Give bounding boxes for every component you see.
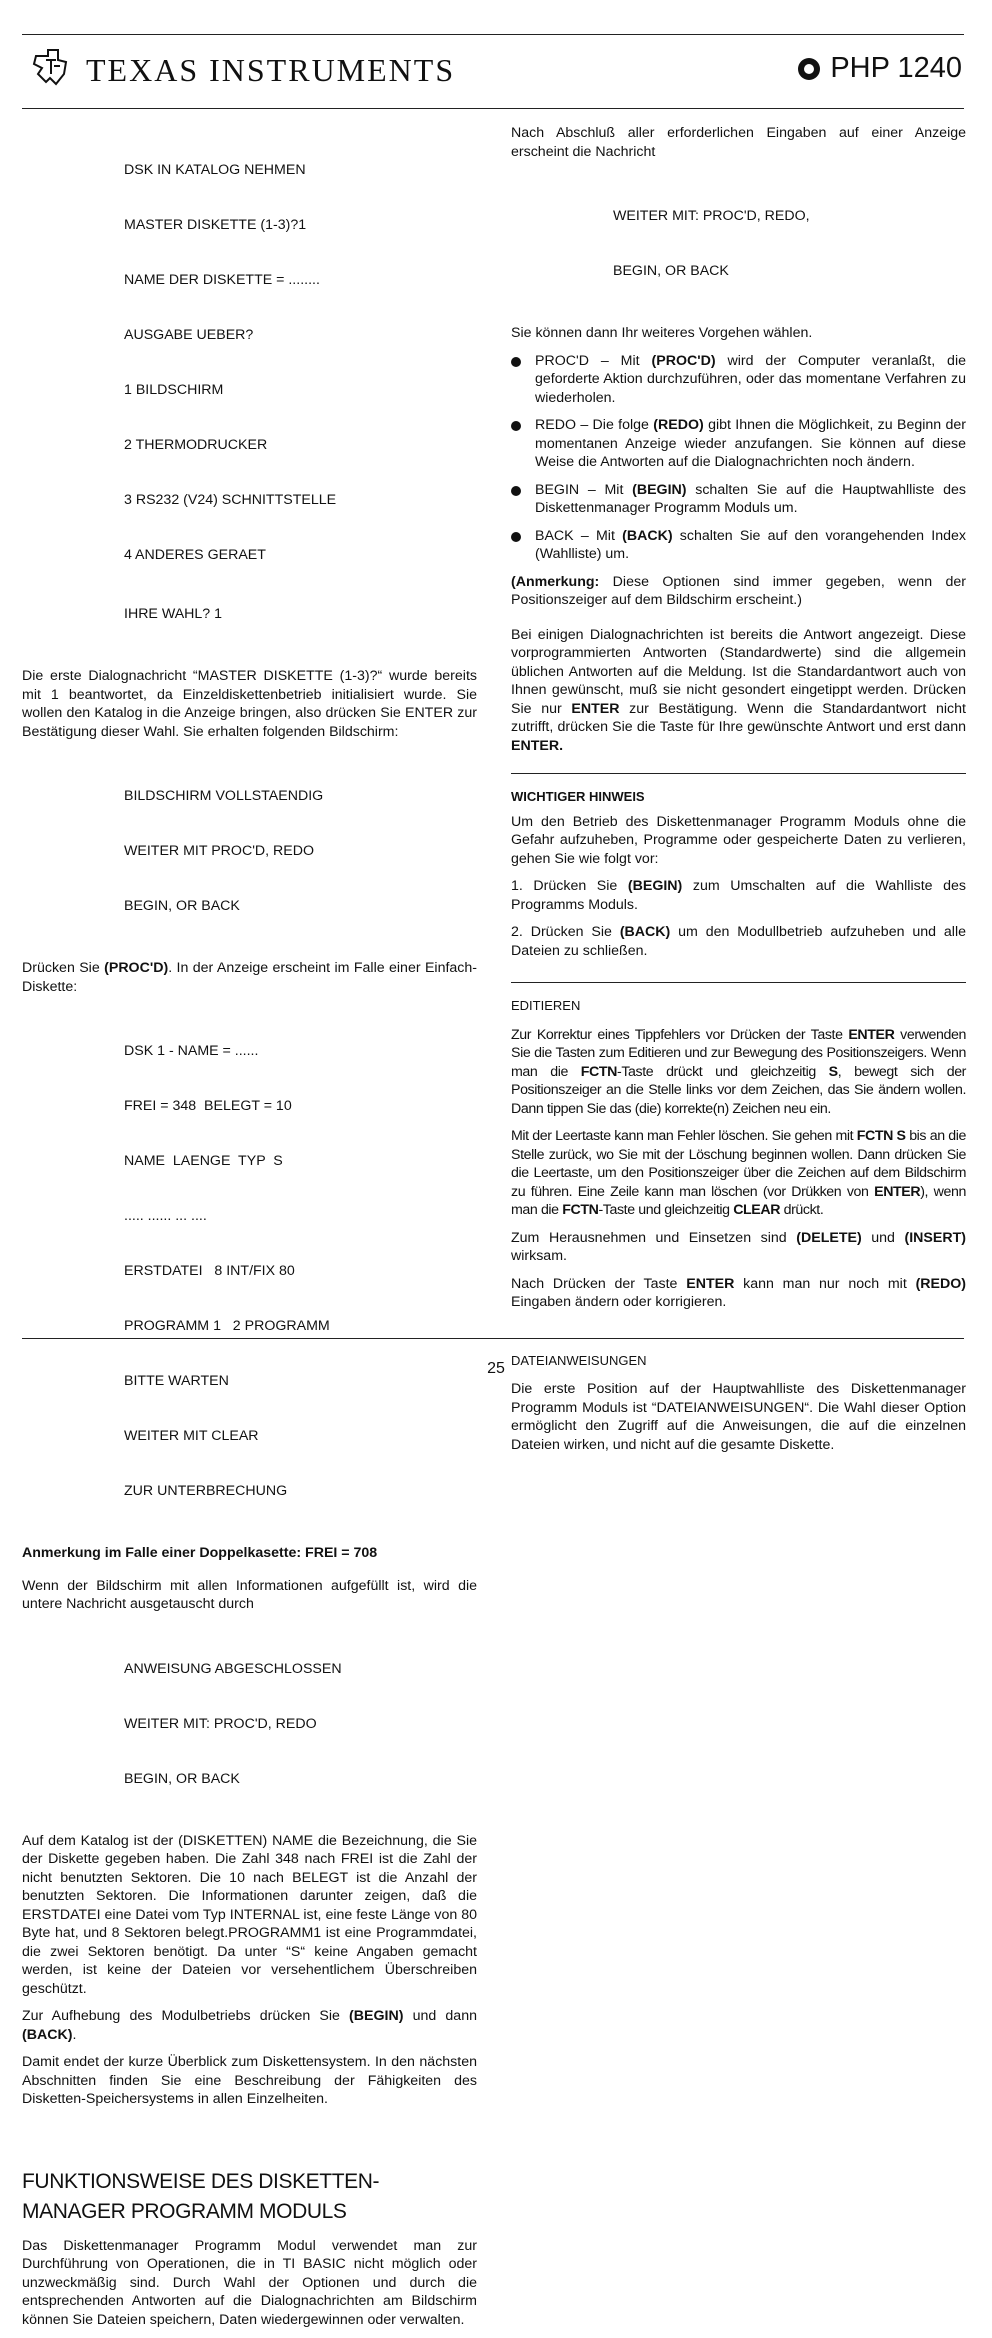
text: schalten Sie auf den vorangehenden Index (Wahlliste) um. bbox=[535, 527, 966, 562]
screen-line: BEGIN, OR BACK bbox=[124, 898, 240, 914]
paragraph: Wenn der Bildschirm mit allen Informationen aufgefüllt ist, wird die untere Nachricht ausgetauscht durch bbox=[22, 1577, 477, 1612]
text: Nach Drücken der Taste bbox=[511, 1275, 687, 1292]
text: Zur Aufhebung des Modulbetriebs drücken Sie bbox=[22, 2008, 350, 2024]
screen-line: 4 ANDERES GERAET bbox=[124, 547, 266, 563]
text: Zum Herausnehmen und Einsetzen sind bbox=[511, 1229, 797, 1246]
key-label: (BACK) bbox=[622, 527, 673, 544]
text: zur Bestätigung. Wenn die Standardantwort nicht zutrifft, drücken Sie die Taste für Ihre gewünschte Antwort und erst dann bbox=[511, 700, 966, 735]
key-label: FCTN bbox=[580, 1063, 618, 1080]
screen-line: 1 BILDSCHIRM bbox=[124, 382, 224, 398]
screen-line: 3 RS232 (V24) SCHNITTSTELLE bbox=[124, 492, 337, 508]
text: Eingaben ändern oder korrigieren. bbox=[511, 1294, 727, 1310]
section-heading: FUNKTIONSWEISE DES DISKETTEN-MANAGER PROGRAMM MODULS bbox=[22, 2169, 380, 2223]
list-item bbox=[511, 416, 966, 472]
text: wirksam. bbox=[511, 1248, 567, 1264]
text: ), wenn man die bbox=[511, 1183, 966, 1218]
section-label-files: DATEIANWEISUNGEN bbox=[511, 1352, 647, 1368]
paragraph bbox=[511, 1026, 966, 1119]
key-label: (BEGIN) bbox=[349, 2008, 404, 2024]
text: kann man nur noch mit bbox=[734, 1275, 916, 1292]
right-column bbox=[511, 124, 966, 1463]
model-text: PHP 1240 bbox=[830, 52, 962, 84]
section-label-edit: EDITIEREN bbox=[511, 998, 581, 1013]
text: Drücken Sie bbox=[22, 960, 105, 976]
key-label: FCTN S bbox=[856, 1128, 906, 1144]
options-list bbox=[511, 352, 966, 564]
text: drückt. bbox=[780, 1202, 824, 1218]
paragraph bbox=[511, 1127, 966, 1220]
screen-line: BILDSCHIRM VOLLSTAENDIG bbox=[124, 788, 324, 804]
ti-logo-icon bbox=[28, 44, 74, 90]
text: schalten Sie auf die Hauptwahlliste des Diskettenmanager Programm Moduls um. bbox=[535, 481, 966, 516]
paragraph: Die erste Position auf der Hauptwahlliste des Diskettenmanager Programm Moduls ist “DATEIANWEISUNGEN“. Die Wahl dieser Option ermöglicht den Zugriff auf die Anweisungen, die auf die einzelnen Dateien wirken, und nicht auf die gesamte Diskette. bbox=[511, 1381, 966, 1453]
screen-line: DSK 1 - NAME = ...... bbox=[124, 1043, 259, 1059]
key-label: S bbox=[828, 1063, 838, 1080]
text: Bei einigen Dialognachrichten ist bereits die Antwort angezeigt. Diese vorprogrammierten Antworten (Standardwerte) sind die allgemein üblichen Antworten auf die Meldung. Ist die Standardantwort auch von Ihnen gewünscht, muß sie nicht gesondert eingetippt werden. Drücken Sie nur bbox=[511, 626, 966, 717]
screen-line: ZUR UNTERBRECHUNG bbox=[124, 1483, 288, 1499]
text: Diese Optionen sind immer gegeben, wenn der Positionszeiger auf dem Bildschirm erscheint.) bbox=[511, 573, 966, 608]
footer-rule bbox=[22, 1338, 964, 1339]
key-label: (BACK) bbox=[619, 924, 671, 940]
region-badge-icon bbox=[798, 58, 820, 80]
key-label: ENTER bbox=[686, 1275, 735, 1292]
list-item bbox=[511, 481, 966, 518]
paragraph bbox=[22, 959, 477, 996]
text: 2. Drücken Sie bbox=[511, 924, 620, 940]
list-item bbox=[511, 352, 966, 408]
text: , bewegt sich der Positionszeiger an die Stelle links vor dem Zeichen, das Sie ändern wollen. Dann tippen Sie das (die) korrekte(n) Zeichen neu ein. bbox=[511, 1063, 967, 1117]
screen-line: IHRE WAHL? 1 bbox=[124, 606, 223, 622]
text: verwenden Sie die Tasten zum Editieren und zur Bewegung des Positionszeigers. Wenn man die bbox=[511, 1026, 966, 1080]
text: . In der Anzeige erscheint im Falle einer Einfach-Diskette: bbox=[22, 960, 477, 995]
paragraph: Um den Betrieb des Diskettenmanager Programm Moduls ohne die Gefahr aufzuheben, Programme oder gespeicherte Daten zu verlieren, gehen Sie wie folgt vor: bbox=[511, 813, 966, 867]
brand-name: TEXAS INSTRUMENTS bbox=[86, 52, 456, 88]
screen-block-done bbox=[124, 1623, 477, 1825]
screen-line: PROGRAMM 1 2 PROGRAMM bbox=[124, 1318, 330, 1334]
text: gibt Ihnen die Möglichkeit, zu Beginn der momentanen Anzeige wieder anzufangen. Sie können auf diese Weise die Antworten auf die Dialognachrichten noch ändern. bbox=[535, 417, 967, 470]
list-item bbox=[511, 527, 966, 564]
paragraph bbox=[511, 1229, 966, 1266]
screen-line: WEITER MIT: PROC'D, REDO bbox=[124, 1715, 317, 1732]
screen-block-full bbox=[124, 750, 477, 952]
key-label: (BEGIN) bbox=[627, 878, 683, 894]
text: -Taste drückt und gleichzeitig bbox=[617, 1063, 829, 1080]
paragraph: Nach Abschluß aller erforderlichen Eingaben auf einer Anzeige erscheint die Nachricht bbox=[511, 125, 966, 160]
key-label: ENTER bbox=[874, 1183, 921, 1200]
key-label: ENTER bbox=[571, 700, 620, 717]
text: -Taste und gleichzeitig bbox=[598, 1202, 734, 1218]
paragraph bbox=[511, 877, 966, 914]
key-label: CLEAR bbox=[733, 1202, 781, 1218]
model-label bbox=[798, 52, 962, 85]
divider bbox=[511, 773, 966, 774]
text: . bbox=[72, 2026, 77, 2043]
screen-line: NAME LAENGE TYP S bbox=[124, 1153, 283, 1169]
header-bottom-rule bbox=[22, 108, 964, 109]
paragraph bbox=[511, 923, 966, 960]
screen-line: NAME DER DISKETTE = ........ bbox=[124, 272, 320, 288]
key-label: (DELETE) bbox=[796, 1229, 862, 1246]
key-label: ENTER. bbox=[511, 737, 564, 754]
key-label: (Anmerkung: bbox=[511, 573, 600, 590]
screen-line: ERSTDATEI 8 INT/FIX 80 bbox=[124, 1263, 295, 1279]
paragraph bbox=[511, 573, 966, 610]
note: Anmerkung im Falle einer Doppelkasette: FREI = 708 bbox=[22, 1545, 378, 1561]
key-label: (BEGIN) bbox=[632, 481, 687, 498]
text: bis an die Stelle zurück, wo Sie mit der Löschung beginnen wollen. Dann drücken Sie die Leertaste, um den Positionszeiger über die Zeichen auf dem Bildschirm zu führen. Eine Zeile kann man löschen (vor Drükken von bbox=[511, 1128, 966, 1200]
screen-line: ..... ...... ... .... bbox=[124, 1208, 207, 1224]
screen-line: AUSGABE UEBER? bbox=[124, 327, 254, 343]
text: 1. Drücken Sie bbox=[511, 878, 628, 894]
screen-line: FREI = 348 BELEGT = 10 bbox=[124, 1098, 292, 1114]
paragraph bbox=[511, 1275, 966, 1312]
page-number: 25 bbox=[487, 1360, 505, 1377]
screen-block-continue bbox=[613, 170, 966, 317]
key-label: ENTER bbox=[848, 1026, 895, 1043]
screen-line: MASTER DISKETTE (1-3)?1 bbox=[124, 217, 307, 233]
key-label: FCTN bbox=[562, 1202, 599, 1218]
key-label: (PROC'D) bbox=[651, 352, 716, 369]
paragraph bbox=[511, 626, 966, 756]
screen-line: WEITER MIT PROC'D, REDO bbox=[124, 843, 315, 859]
screen-line: 2 THERMODRUCKER bbox=[124, 437, 268, 453]
screen-line: WEITER MIT: PROC'D, REDO, bbox=[613, 208, 810, 224]
key-label: (INSERT) bbox=[904, 1229, 966, 1246]
left-column bbox=[22, 124, 477, 2338]
text: und dann bbox=[403, 2008, 477, 2024]
divider bbox=[511, 982, 966, 983]
text: BACK – Mit bbox=[535, 527, 623, 544]
text: BEGIN – Mit bbox=[535, 481, 633, 498]
paragraph: Damit endet der kurze Überblick zum Diskettensystem. In den nächsten Abschnitten finden Sie eine Beschreibung der Fähigkeiten des Disketten-Speichersystems in allen Einzelheiten. bbox=[22, 2054, 477, 2107]
text: REDO – Die folge bbox=[535, 417, 654, 433]
screen-line: BITTE WARTEN bbox=[124, 1373, 229, 1389]
key-label: (BACK) bbox=[22, 2026, 73, 2043]
paragraph: Auf dem Katalog ist der (DISKETTEN) NAME die Bezeichnung, die Sie der Diskette gegeben haben. Die Zahl 348 nach FREI ist die Zahl der nicht benutzten Sektoren. Die 10 nach BELEGT ist die Anzahl der benutzten Sektoren. Die Informationen darunter zeigen, daß die ERSTDATEI eine Datei vom Typ INTERNAL ist, eine feste Länge von 80 Byte hat, und 8 Sektoren belegt.PROGRAMM1 ist eine Programmdatei, die zwei Sektoren benötigt. Da unter “S“ keine Angaben gemacht werden, ist keine der Dateien vor versehentlichem Überschreiben geschützt. bbox=[22, 1832, 477, 1997]
text: zum Umschalten auf die Wahlliste des Programms Moduls. bbox=[511, 878, 966, 913]
screen-line: DSK IN KATALOG NEHMEN bbox=[124, 162, 306, 178]
screen-line: ANWEISUNG ABGESCHLOSSEN bbox=[124, 1660, 342, 1677]
screen-line: BEGIN, OR BACK bbox=[613, 263, 729, 279]
text: und bbox=[861, 1229, 905, 1246]
text: wird der Computer veranlaßt, die geforderte Aktion durchzuführen, oder das momentane Verfahren zu wiederholen. bbox=[535, 352, 966, 406]
screen-line: WEITER MIT CLEAR bbox=[124, 1428, 259, 1444]
paragraph bbox=[22, 2007, 477, 2044]
hint-heading: WICHTIGER HINWEIS bbox=[511, 789, 645, 804]
text: um den Modullbetrieb aufzuheben und alle Dateien zu schließen. bbox=[511, 924, 966, 959]
key-label: (PROC'D) bbox=[104, 960, 169, 976]
text: Mit der Leertaste kann man Fehler löschen. Sie gehen mit bbox=[511, 1128, 857, 1144]
key-label: (REDO) bbox=[915, 1275, 967, 1292]
screen-line: BEGIN, OR BACK bbox=[124, 1770, 240, 1787]
text: Zur Korrektur eines Tippfehlers vor Drücken der Taste bbox=[511, 1026, 849, 1043]
header-top-rule bbox=[22, 34, 964, 35]
text: PROC'D – Mit bbox=[535, 352, 652, 369]
paragraph: Das Diskettenmanager Programm Modul verwendet man zur Durchführung von Operationen, die in TI BASIC nicht möglich oder unzweckmäßig sind. Durch Wahl der Optionen und durch die entsprechenden Antworten auf die Dialognachrichten am Bildschirm können Sie Dateien speichern, Daten wiedergewinnen oder verwalten. bbox=[22, 2237, 477, 2328]
paragraph: Sie können dann Ihr weiteres Vorgehen wählen. bbox=[511, 325, 813, 341]
screen-block-catalog bbox=[124, 124, 477, 660]
key-label: (REDO) bbox=[653, 417, 704, 433]
screen-block-disk bbox=[124, 1005, 477, 1537]
paragraph: Die erste Dialognachricht “MASTER DISKETTE (1-3)?“ wurde bereits mit 1 beantwortet, da Einzeldiskettenbetrieb initialisiert wurde. Sie wollen den Katalog in die Anzeige bringen, also drücken Sie ENTER zur Bestätigung dieser Wahl. Sie erhalten folgenden Bildschirm: bbox=[22, 668, 477, 740]
